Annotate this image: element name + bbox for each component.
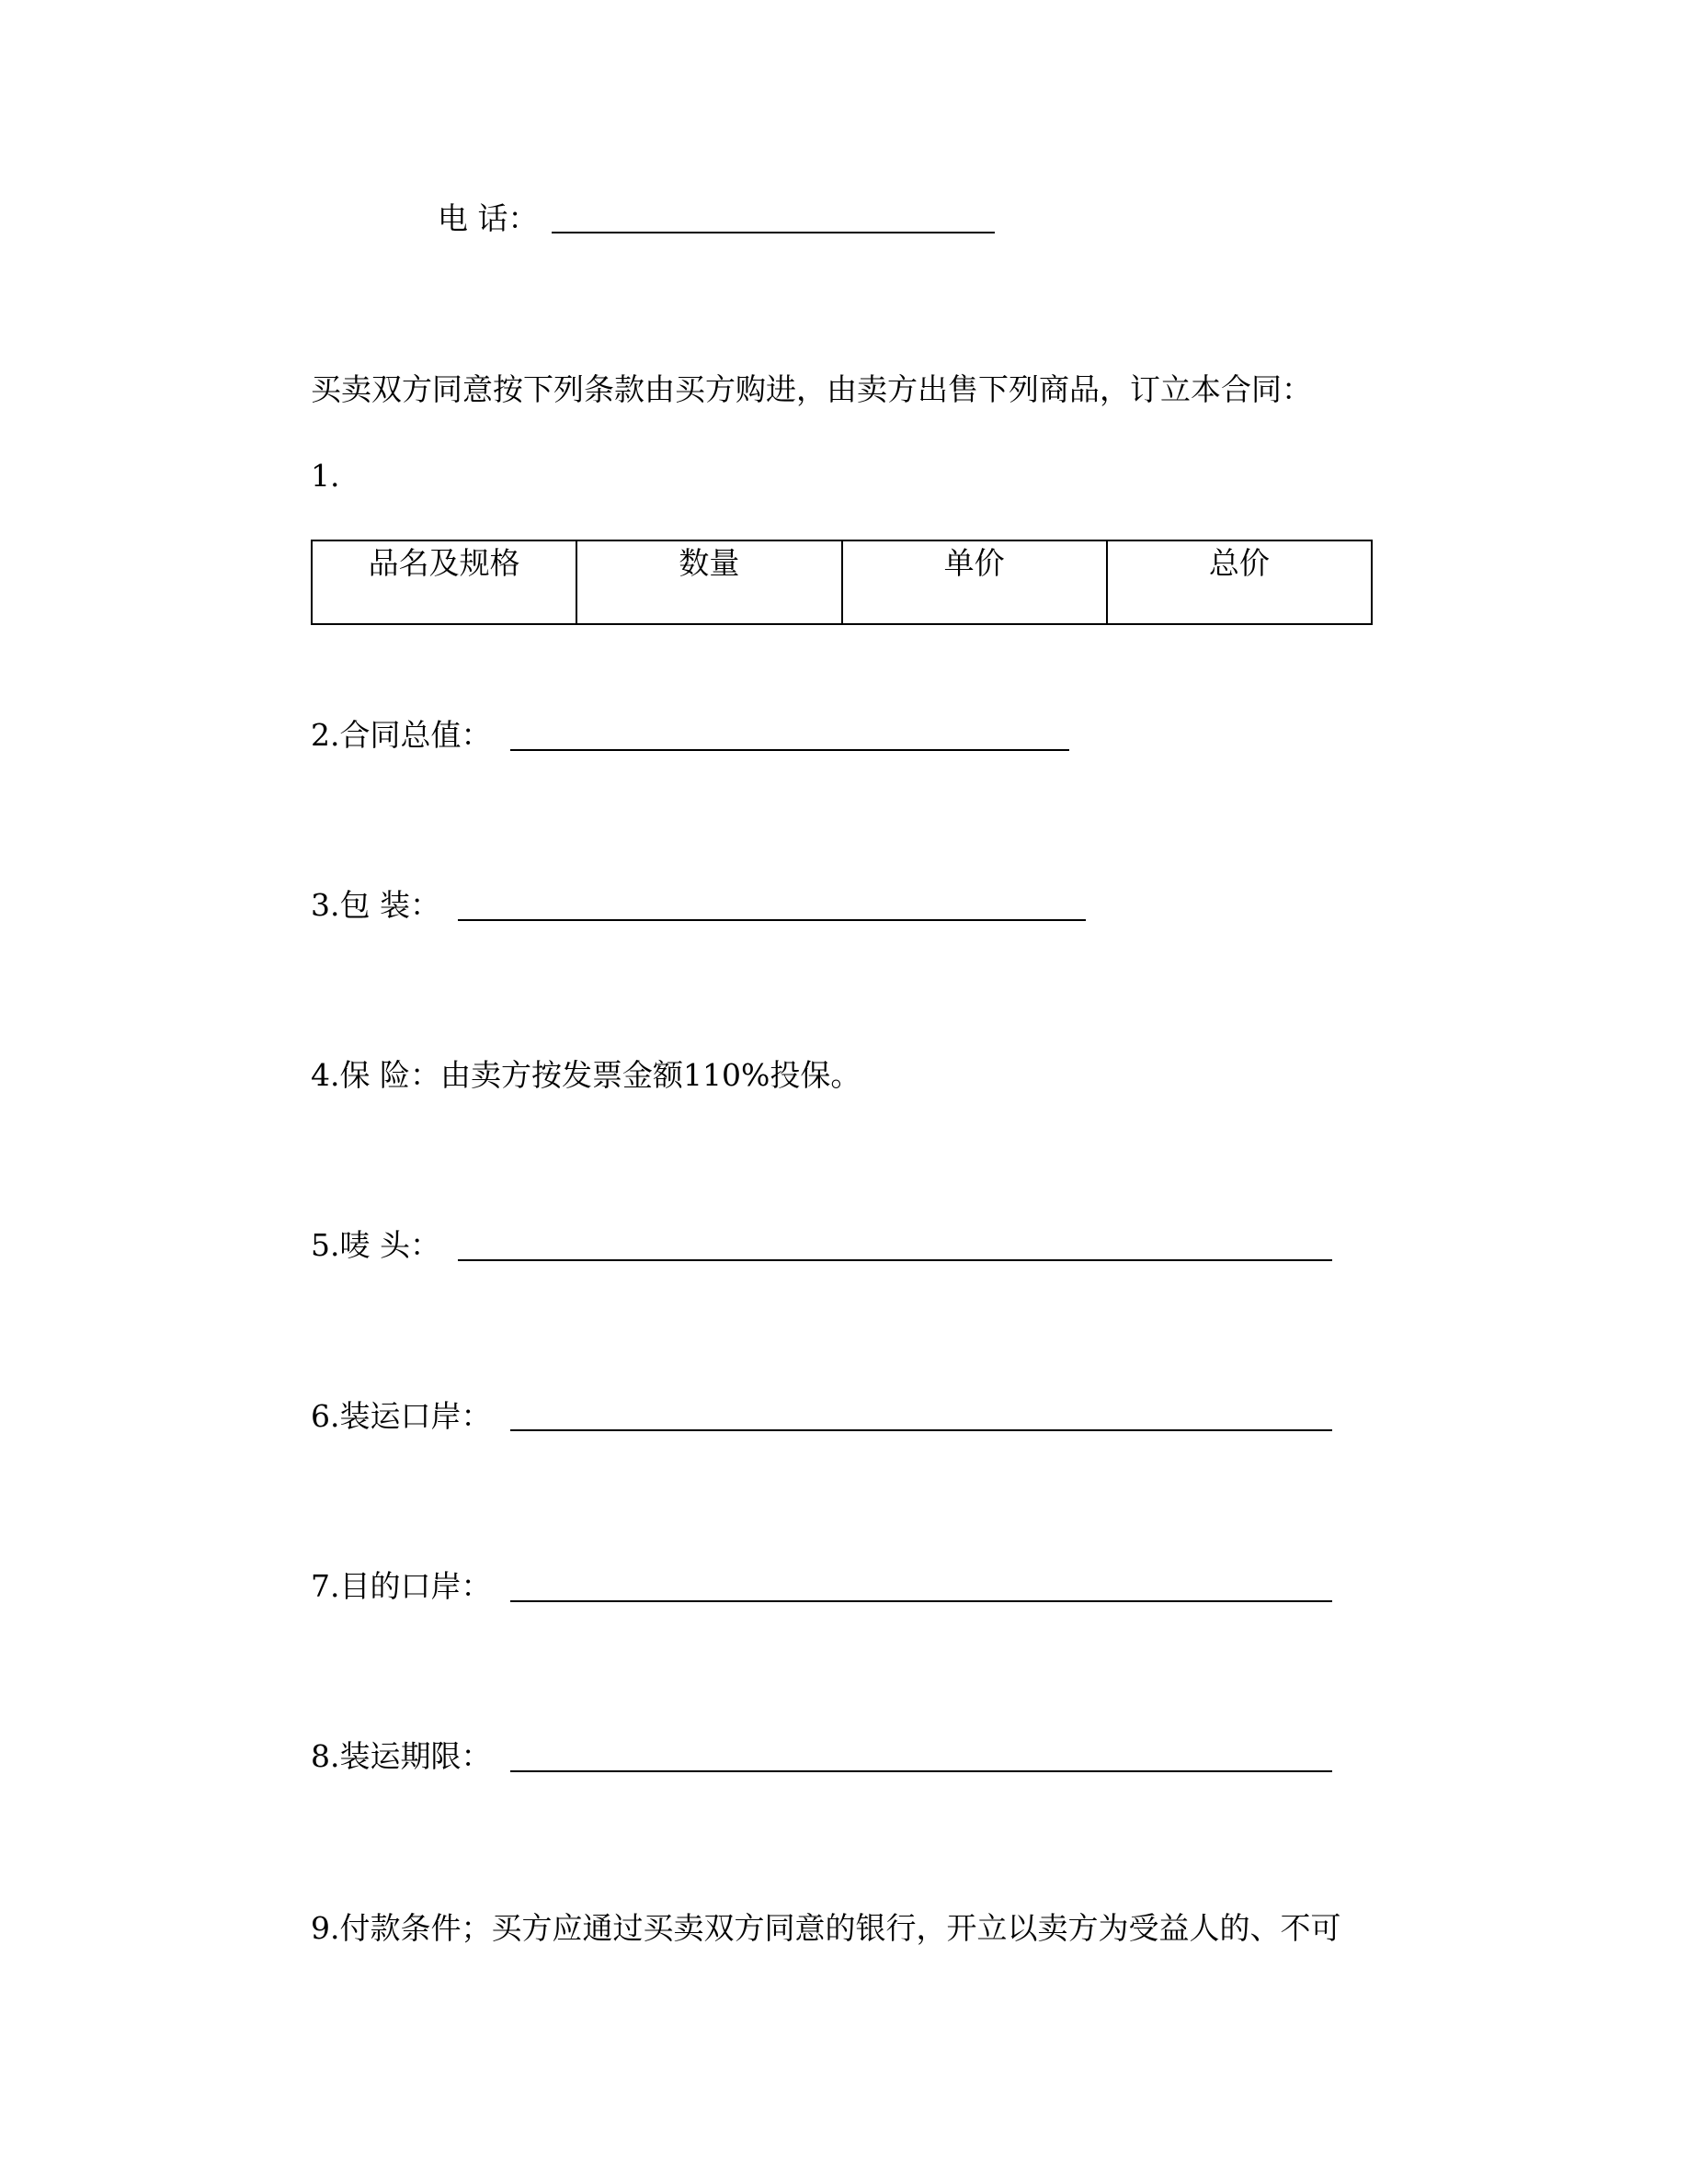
clause-5-shipping-marks: 5.唛 头： xyxy=(311,1227,440,1263)
port-of-destination-input-line[interactable] xyxy=(510,1600,1332,1602)
goods-header-quantity: 数量 xyxy=(576,540,841,624)
intro-paragraph: 买卖双方同意按下列条款由买方购进，由卖方出售下列商品，订立本合同： xyxy=(311,371,1312,407)
shipment-period-input-line[interactable] xyxy=(510,1770,1332,1772)
clause-6-port-of-shipment: 6.装运口岸： xyxy=(311,1398,492,1434)
clause-4-insurance: 4.保 险：由卖方按发票金额110%投保。 xyxy=(311,1057,861,1093)
phone-label: 电 话： xyxy=(438,200,539,236)
goods-header-total-price: 总价 xyxy=(1107,540,1372,624)
clause-2-contract-value: 2.合同总值： xyxy=(311,717,492,753)
goods-table xyxy=(311,540,1373,625)
clause-9-payment-terms: 9.付款条件；买方应通过买卖双方同意的银行，开立以卖方为受益人的、不可 xyxy=(311,1910,1341,1946)
clause-3-packing: 3.包 装： xyxy=(311,887,440,923)
clause-7-port-of-destination: 7.目的口岸： xyxy=(311,1568,492,1604)
goods-header-name-spec: 品名及规格 xyxy=(312,540,576,624)
packing-input-line[interactable] xyxy=(458,919,1086,921)
goods-header-unit-price: 单价 xyxy=(842,540,1107,624)
contract-value-input-line[interactable] xyxy=(510,749,1069,751)
phone-line xyxy=(438,200,539,237)
goods-table-header-row xyxy=(312,540,1372,624)
port-of-shipment-input-line[interactable] xyxy=(510,1429,1332,1431)
shipping-marks-input-line[interactable] xyxy=(458,1259,1332,1261)
phone-input-line[interactable] xyxy=(552,232,995,233)
clause-8-shipment-period: 8.装运期限： xyxy=(311,1738,492,1774)
clause-1-number: 1. xyxy=(311,458,340,494)
